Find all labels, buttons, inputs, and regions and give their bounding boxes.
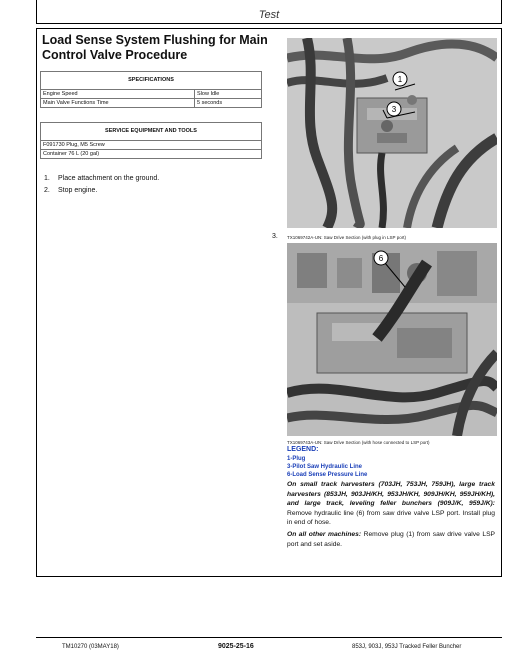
spec-value: Slow Idle: [195, 90, 262, 99]
footer-rule: [36, 637, 502, 638]
header-title: Test: [258, 9, 280, 21]
callout-1: 1: [397, 75, 403, 84]
service-tools-heading: SERVICE EQUIPMENT AND TOOLS: [41, 123, 262, 141]
paragraph-lead: On all other machines:: [287, 531, 362, 538]
step-number: 3.: [272, 233, 278, 240]
spec-value: 5 seconds: [195, 99, 262, 108]
step-text: Stop engine.: [58, 187, 98, 194]
paragraph-lead: On small track harvesters (703JH, 753JH, 759JH), large track harvesters (853JH, 903JH/KH, 953JH/KH, 909JH/KH, 959JH/KH), and large track, leveling feller bunchers (909J/K, 959J/K):: [287, 481, 495, 508]
saw-drive-plug-photo: [287, 38, 497, 228]
legend-item: 6-Load Sense Pressure Line: [287, 472, 368, 478]
tool-item: Container 76 L (20 gal): [41, 150, 262, 159]
footer-page-number: 9025-25-16: [218, 643, 254, 650]
list-item: [44, 173, 159, 185]
paragraph-body: Remove plug (1) from saw drive valve LSP port and set aside.: [287, 531, 495, 548]
instruction-paragraph-other: [287, 530, 495, 549]
service-tools-table: [40, 122, 262, 159]
footer-tm-number: TM10270 (03MAY18): [62, 644, 119, 650]
specifications-table: [40, 71, 262, 108]
spec-label: Engine Speed: [41, 90, 195, 99]
specifications-heading: SPECIFICATIONS: [41, 72, 262, 90]
callout-6: 6: [378, 254, 384, 263]
spec-label: Main Valve Functions Time: [41, 99, 195, 108]
table-row: [41, 150, 262, 159]
step-text: Place attachment on the ground.: [58, 175, 160, 182]
callout-3: 3: [391, 105, 397, 114]
figure-saw-drive-plug: [287, 38, 497, 228]
figure1-caption: TX1069742A-UN: Saw Drive Section (with plug in LSP port): [287, 235, 406, 240]
tool-item: F091730 Plug, M5 Screw: [41, 141, 262, 150]
steps-list: [44, 173, 159, 197]
table-row: [41, 141, 262, 150]
footer-machine-title: 853J, 903J, 953J Tracked Feller Buncher: [352, 644, 462, 650]
step-number: 1.: [44, 175, 50, 182]
saw-drive-hose-photo: [287, 243, 497, 436]
table-row: [41, 90, 262, 99]
procedure-title: Load Sense System Flushing for Main Control Valve Procedure: [42, 33, 268, 62]
table-row: [41, 99, 262, 108]
instruction-paragraph-track: [287, 480, 495, 528]
legend-item: 3-Pilot Saw Hydraulic Line: [287, 464, 363, 470]
step-number: 2.: [44, 187, 50, 194]
paragraph-body: Remove hydraulic line (6) from saw drive valve LSP port. Install plug in end of hose.: [287, 509, 495, 527]
legend-heading: LEGEND:: [287, 446, 319, 453]
list-item: [44, 185, 159, 197]
figure2-caption: TX1069743A-UN: Saw Drive Section (with hose connected to LSP port): [287, 440, 430, 445]
figure-saw-drive-hose: [287, 243, 497, 436]
legend-item: 1-Plug: [287, 456, 306, 462]
